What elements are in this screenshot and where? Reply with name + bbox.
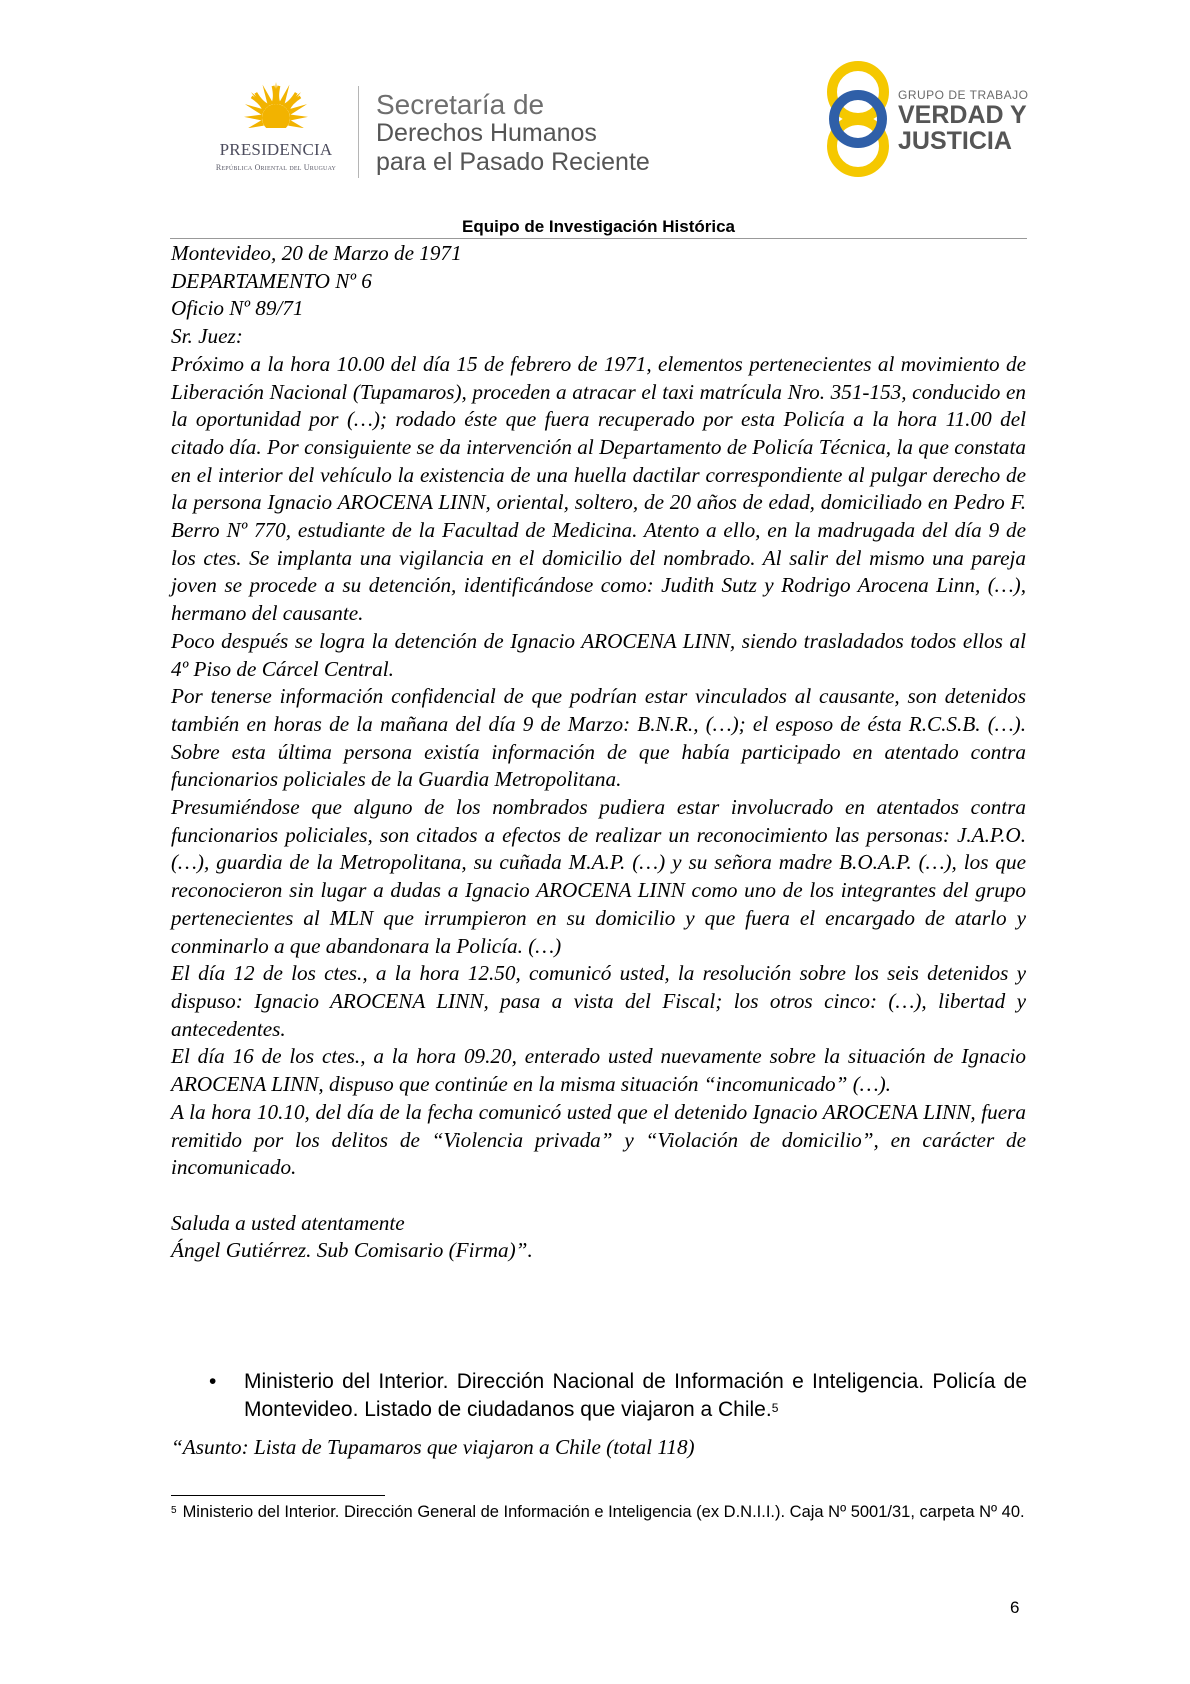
secretaria-line-2: Derechos Humanos [376,119,597,147]
footnote-reference[interactable]: 5 [771,1401,779,1415]
body-paragraph: Poco después se logra la detención de Ignacio AROCENA LINN, siendo trasladados todos ellos al 4º Piso de Cárcel Central. [171,628,1026,681]
footnote-number: 5 [171,1505,177,1516]
closing-line: Saluda a usted atentamente [171,1210,405,1235]
blank-line [171,1182,1026,1210]
date-line: Montevideo, 20 de Marzo de 1971 [171,241,462,265]
presidencia-subtitle: República Oriental del Uruguay [215,163,337,172]
gtvj-line-2: JUSTICIA [898,127,1012,155]
body-paragraph: Por tenerse información confidencial de que podrían estar vinculados al causante, son detenidos también en horas de la mañana del día 9 de Marzo: B.N.R., (…); el esposo de ésta R.C.S.B. (…). Sobre esta última persona existía información de que había participado en atentado contra funcionarios policiales de la Guardia Metropolitana. [171,684,1026,792]
footnote [171,1500,1026,1524]
secretaria-line-3: para el Pasado Reciente [376,148,650,176]
gtvj-wordmark [898,88,1028,154]
body-paragraph: Presumiéndose que alguno de los nombrados pudiera estar involucrado en atentados contra funcionarios policiales, son citados a efectos de realizar un reconocimiento las personas: J.A.P.O. (…), guardia de la Metropolitana, su cuñada M.A.P. (…) y su señora madre B.O.A.P. (…), los que reconocieron sin lugar a dudas a Ignacio AROCENA LINN como uno de los integrantes del grupo pertenecientes al MLN que irrumpieron en su domicilio y que fuera el encargado de atarlo y conminarlo a que abandonara la Policía. (…) [171,795,1026,958]
interlocking-rings-icon [822,56,894,182]
secretaria-line-1: Secretaría de [376,89,545,120]
footnote-rule [171,1495,385,1496]
bullet-text: Ministerio del Interior. Dirección Nacional de Información e Inteligencia. Policía de Montevideo. Listado de ciudadanos que viajaron a Chile. [244,1370,1027,1421]
sun-emblem-icon [196,80,356,142]
logo-divider [358,86,359,178]
body-paragraph: Próximo a la hora 10.00 del día 15 de febrero de 1971, elementos pertenecientes al movimiento de Liberación Nacional (Tupamaros), proceden a atracar el taxi matrícula Nro. 351-153, conducido en la oportunidad por (…); rodado éste que fuera recuperado por esta Policía a la hora 11.00 del citado día. Por consiguiente se da intervención al Departamento de Policía Técnica, la que constata en el interior del vehículo la existencia de una huella dactilar correspondiente al pulgar derecho de la persona Ignacio AROCENA LINN, oriental, soltero, de 20 años de edad, domiciliado en Pedro F. Berro Nº 770, estudiante de la Facultad de Medicina. Atento a ello, en la madrugada del día 9 de los ctes. Se implanta una vigilancia en el domicilio del nombrado. Al salir del mismo una pareja joven se procede a su detención, identificándose como: Judith Sutz y Rodrigo Arocena Linn, (…), hermano del causante. [171,351,1026,626]
team-title: Equipo de Investigación Histórica [462,217,735,236]
footnote-text: Ministerio del Interior. Dirección General de Información e Inteligencia (ex D.N.I.I.). Caja Nº 5001/31, carpeta Nº 40. [182,1503,1025,1521]
salutation: Sr. Juez: [171,324,243,349]
department-line: DEPARTAMENTO Nº 6 [171,268,372,293]
presidencia-logo [196,80,356,180]
bullet-text-wrap [244,1368,1027,1424]
body-paragraph: A la hora 10.10, del día de la fecha comunicó usted que el detenido Ignacio AROCENA LINN, fuera remitido por los delitos de “Violencia privada” y “Violación de domicilio”, en carácter de incomunicado. [171,1099,1026,1180]
gtvj-small-label: GRUPO DE TRABAJO [898,88,1029,102]
presidencia-label: PRESIDENCIA [219,140,333,159]
body-paragraph: El día 16 de los ctes., a la hora 09.20, enterado usted nuevamente sobre la situación de Ignacio AROCENA LINN, dispuso que continúe en la misma situación “incomunicado” (…). [171,1044,1026,1097]
page-number: 6 [1010,1598,1020,1617]
signature-line: Ángel Gutiérrez. Sub Comisario (Firma)”. [171,1238,533,1263]
header-rule [170,238,1027,239]
document-body [171,240,1026,1265]
gtvj-line-1: VERDAD Y [898,101,1027,129]
asunto-line: “Asunto: Lista de Tupamaros que viajaron a Chile (total 118) [171,1435,695,1459]
oficio-line: Oficio Nº 89/71 [171,296,304,321]
bullet-dot: • [209,1370,217,1393]
secretaria-wordmark [376,90,650,177]
body-paragraph: El día 12 de los ctes., a la hora 12.50, comunicó usted, la resolución sobre los seis detenidos y dispuso: Ignacio AROCENA LINN, pasa a vista del Fiscal; los otros cinco: (…), libertad y antecedentes. [171,961,1026,1041]
